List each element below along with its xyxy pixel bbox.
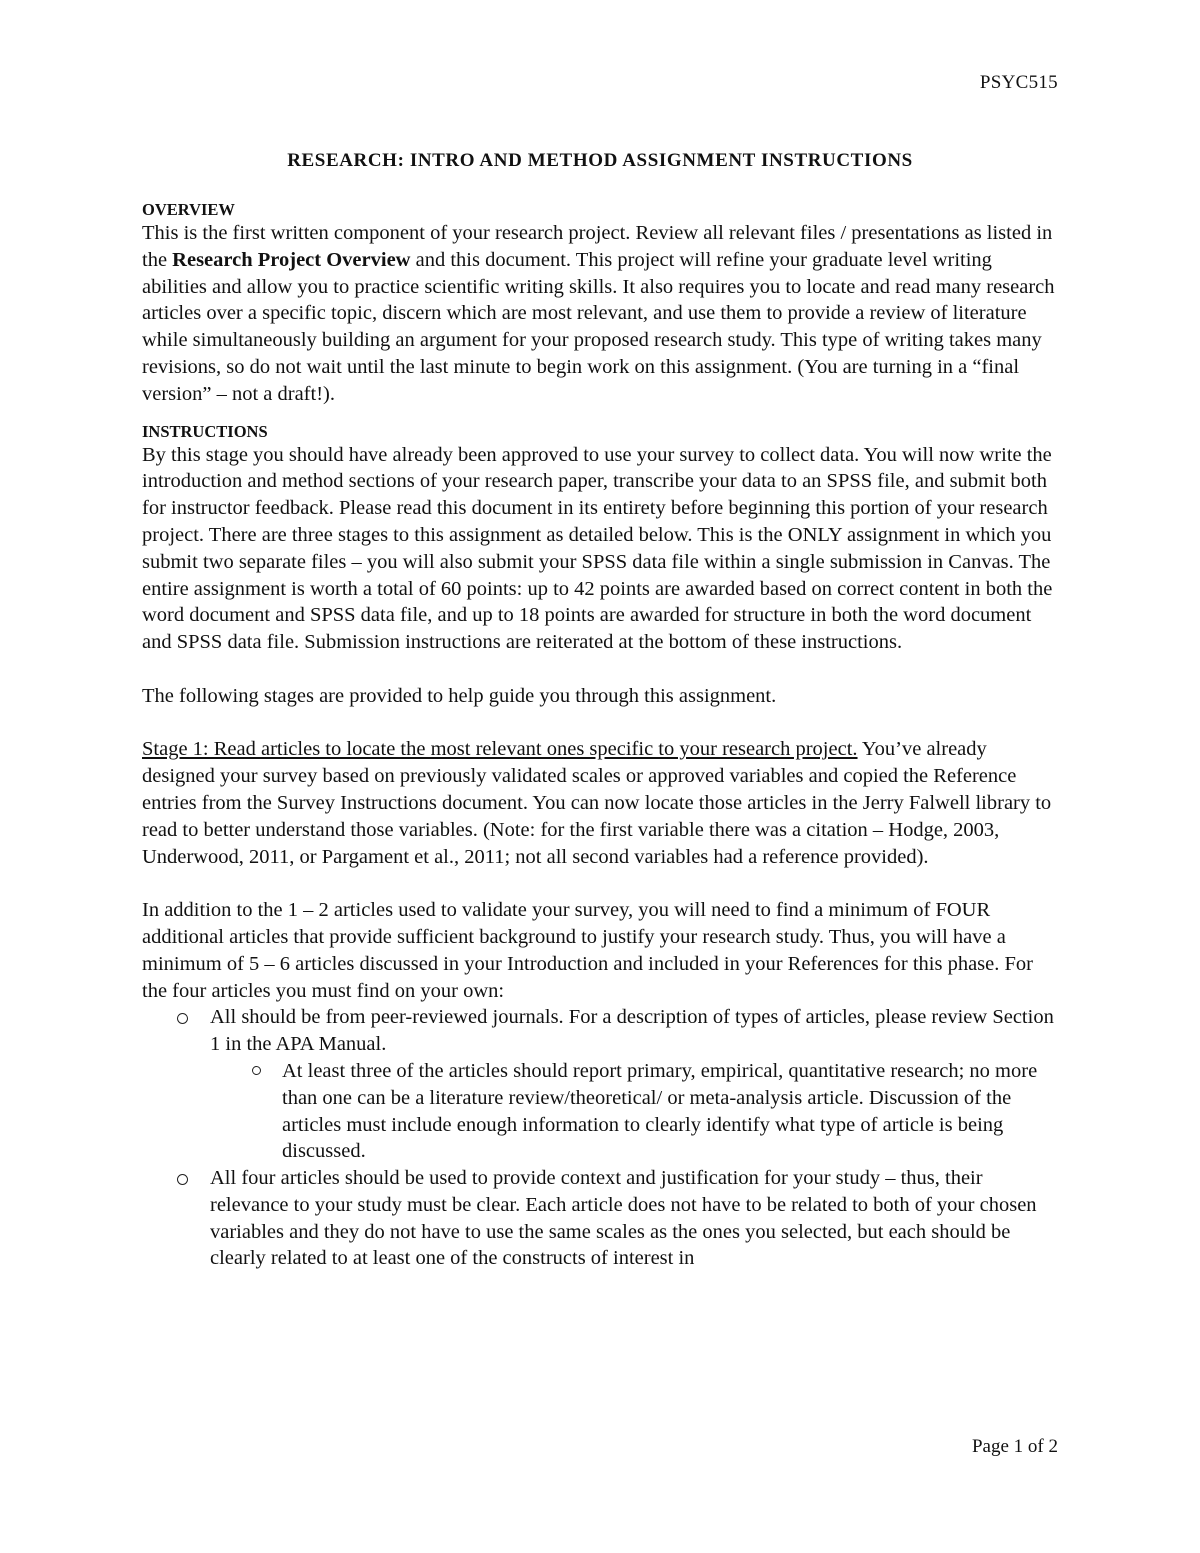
- list-item: [282, 1058, 1058, 1165]
- hollow-bullet-icon: [252, 1066, 261, 1075]
- peer-reviewed-requirement: All should be from peer-reviewed journals. For a description of types of articles, please review Section 1 in the APA Manual.: [210, 1006, 1054, 1056]
- document-body: [142, 200, 1058, 1272]
- list-item: [210, 1165, 1058, 1272]
- overview-text-start: This is the first written component of your research project. Review all relevant files / presentations as listed in the: [142, 222, 1053, 271]
- document-title: RESEARCH: INTRO AND METHOD ASSIGNMENT INSTRUCTIONS: [287, 150, 913, 171]
- course-code-header: PSYC515: [979, 72, 1058, 93]
- instructions-heading: INSTRUCTIONS: [142, 421, 268, 441]
- page-number-footer: Page 1 of 2: [971, 1436, 1058, 1457]
- list-item: [210, 1004, 1058, 1165]
- stages-guide-paragraph: The following stages are provided to help guide you through this assignment.: [142, 684, 777, 707]
- stage1-heading: Stage 1: Read articles to locate the most relevant ones specific to your research project.: [142, 738, 858, 761]
- sub-requirements-list: [210, 1058, 1058, 1165]
- research-project-overview-reference: Research Project Overview: [172, 248, 411, 271]
- stage1-text: You’ve already designed your survey based on previously validated scales or approved variables and copied the Reference entries from the Survey Instructions document. You can now locate those articles in the Jerry Falwell library to read to better understand those variables. (Note: for the first variable there was a citation – Hodge, 2003, Underwood, 2011, or Pargament et al., 2011; not all second variables had a reference provided).: [142, 738, 1052, 868]
- overview-paragraph: [142, 220, 1058, 408]
- instructions-paragraph: By this stage you should have already been approved to use your survey to collect data. You will now write the introduction and method sections of your research paper, transcribe your data to an SPSS file, and submit both for instructor feedback. Please read this document in its entirety before beginning this portion of your research project. There are three stages to this assignment as detailed below. This is the ONLY assignment in which you submit two separate files – you will also submit your SPSS data file within a single submission in Canvas. The entire assignment is worth a total of 60 points: up to 42 points are awarded based on correct content in both the word document and SPSS data file, and up to 18 points are awarded for structure in both the word document and SPSS data file. Submission instructions are reiterated at the bottom of these instructions.: [142, 443, 1053, 654]
- overview-text-end: and this document. This project will refine your graduate level writing abilities and allow you to practice scientific writing skills. It also requires you to locate and read many research articles over a specific topic, discern which are most relevant, and use them to provide a review of literature while simultaneously building an argument for your proposed research study. This type of writing takes many revisions, so do not wait until the last minute to begin work on this assignment. (You are turning in a “final version” – not a draft!).: [142, 248, 1055, 405]
- empirical-research-requirement: At least three of the articles should report primary, empirical, quantitative research; no more than one can be a literature review/theoretical/ or meta-analysis article. Discussion of the articles must include enough information to clearly identify what type of article is being discussed.: [282, 1059, 1038, 1163]
- relevance-requirement: All four articles should be used to provide context and justification for your study – thus, their relevance to your study must be clear. Each article does not have to be related to both of your chosen variables and they do not have to use the same scales as the ones you selected, but each should be clearly related to at least one of the constructs of interest in: [210, 1167, 1037, 1270]
- overview-heading: OVERVIEW: [142, 200, 235, 219]
- stage1-paragraph: [142, 736, 1058, 870]
- hollow-bullet-icon: [177, 1174, 188, 1185]
- article-requirements-list: [142, 1004, 1058, 1272]
- additional-articles-paragraph: In addition to the 1 – 2 articles used to validate your survey, you will need to find a minimum of FOUR additional articles that provide sufficient background to justify your research study. Thus, you will have a minimum of 5 – 6 articles discussed in your Introduction and included in your References for this phase. For the four articles you must find on your own:: [142, 899, 1033, 1002]
- hollow-bullet-icon: [177, 1013, 188, 1024]
